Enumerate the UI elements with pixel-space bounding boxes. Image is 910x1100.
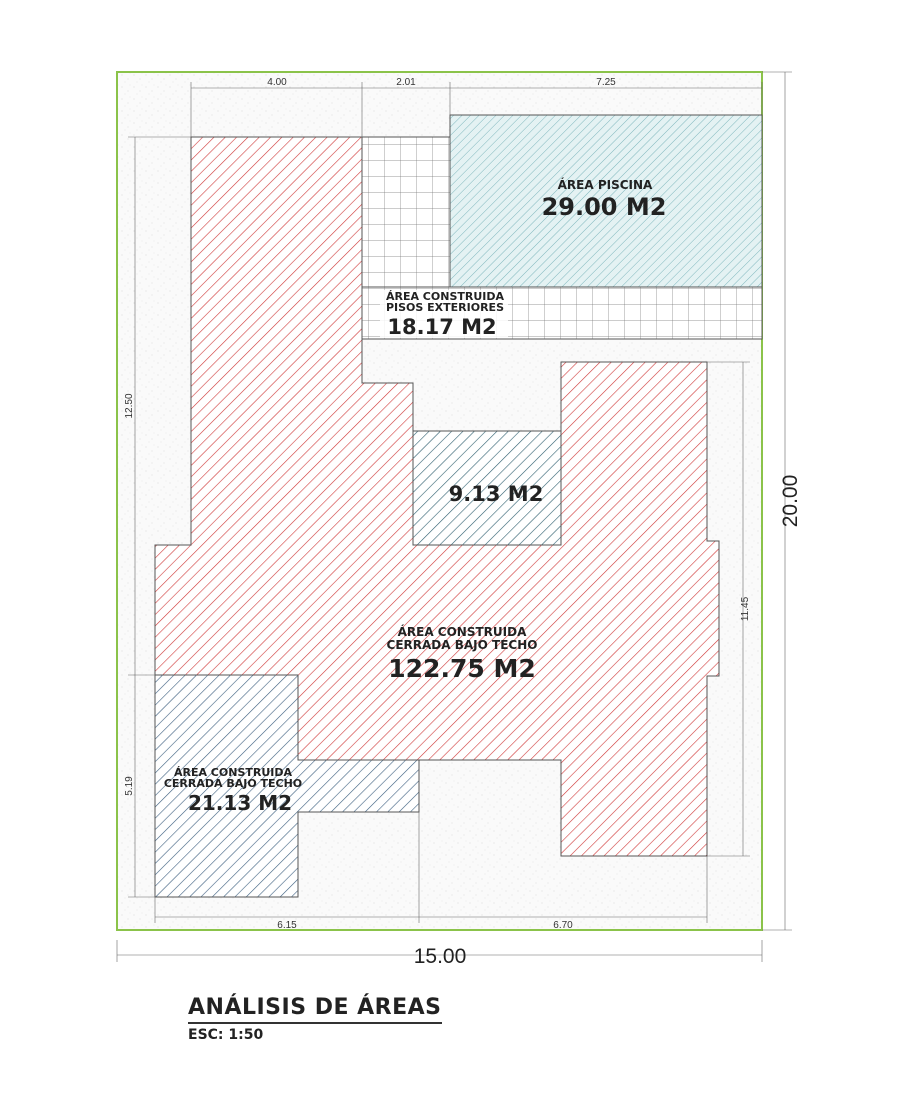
- exterior-floors-label-name: ÁREA CONSTRUIDA: [385, 290, 505, 303]
- secondary-built-label-value: 21.13 M2: [187, 791, 293, 815]
- exterior-floors-label-value: 18.17 M2: [387, 315, 497, 339]
- dim-total-width: 15.00: [413, 945, 467, 968]
- exterior-floors-label-line2: PISOS EXTERIORES: [385, 301, 505, 314]
- secondary-built-label-name: ÁREA CONSTRUIDA: [173, 766, 293, 779]
- main-built-label-line2: CERRADA BAJO TECHO: [386, 638, 538, 652]
- title-block: [188, 995, 442, 1043]
- main-built-label-name: ÁREA CONSTRUIDA: [397, 625, 527, 639]
- patio-label-value: 9.13 M2: [448, 482, 544, 506]
- patio-label: [449, 482, 544, 506]
- dim-top-1: 4.00: [267, 77, 287, 88]
- exterior-floors-label: [380, 290, 508, 339]
- main-built-label-value: 122.75 M2: [388, 654, 536, 683]
- dim-left-1: 12.50: [124, 393, 135, 419]
- pool-label-value: 29.00 M2: [541, 193, 667, 221]
- dim-bottom-2: 6.70: [553, 920, 573, 931]
- main-built-label: [387, 624, 538, 683]
- pool-label-name: ÁREA PISCINA: [557, 178, 653, 192]
- drawing-title: ANÁLISIS DE ÁREAS: [188, 995, 442, 1024]
- drawing-scale: ESC: 1:50: [188, 1027, 264, 1043]
- dim-top-3: 7.25: [596, 77, 616, 88]
- dim-top-2: 2.01: [396, 77, 416, 88]
- pool-label: [542, 177, 667, 221]
- dim-total-height: 20.00: [779, 474, 802, 528]
- dim-right-1: 11.45: [740, 596, 751, 622]
- secondary-built-label-line2: CERRADA BAJO TECHO: [163, 777, 303, 790]
- dim-bottom-1: 6.15: [277, 920, 297, 931]
- dim-left-2: 5.19: [124, 776, 135, 796]
